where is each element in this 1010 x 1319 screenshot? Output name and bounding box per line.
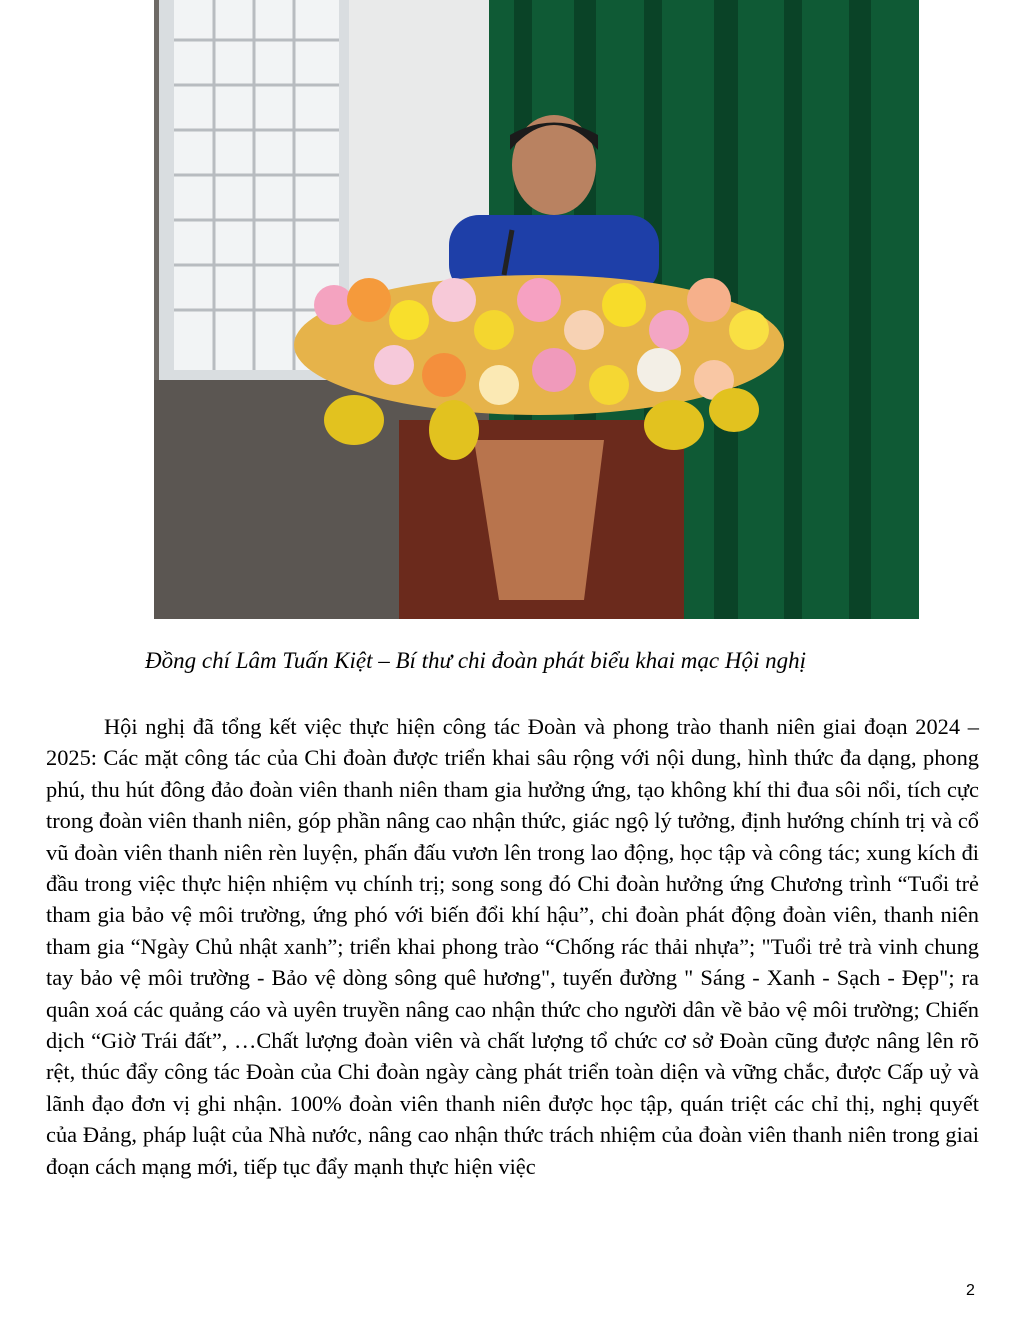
body-paragraph: Hội nghị đã tổng kết việc thực hiện công tác Đoàn và phong trào thanh niên giai đoạn 2024 – 2025: Các mặt công tác của Chi đoàn được triển khai sâu rộng với nội dung, hình thức đa dạng, phong phú, thu hút đông đảo đoàn viên thanh niên tham gia hưởng ứng, tạo không khí thi đua sôi nổi, tích cực trong đoàn viên thanh niên, góp phần nâng cao nhận thức, giác ngộ lý tưởng, định hướng chính trị và cổ vũ đoàn viên thanh niên rèn luyện, phấn đấu vươn lên trong lao động, học tập và công tác; xung kích đi đầu trong việc thực hiện nhiệm vụ chính trị; song song đó Chi đoàn hưởng ứng Chương trình “Tuổi trẻ tham gia bảo vệ môi trường, ứng phó với biến đổi khí hậu”, chi đoàn phát động đoàn viên, thanh niên tham gia “Ngày Chủ nhật xanh”; triển khai phong trào “Chống rác thải nhựa”; "Tuổi trẻ trà vinh chung tay bảo vệ môi trường - Bảo vệ dòng sông quê hương", tuyến đường " Sáng - Xanh - Sạch - Đẹp"; ra quân xoá các quảng cáo và uyên truyền nâng cao nhận thức cho người dân về bảo vệ môi trường; Chiến dịch “Giờ Trái đất”, …Chất lượng đoàn viên và chất lượng tổ chức cơ sở Đoàn cũng được nâng lên rõ rệt, thúc đẩy công tác Đoàn của Chi đoàn ngày càng phát triển toàn diện và vững chắc, được Cấp uỷ và lãnh đạo đơn vị ghi nhận. 100% đoàn viên thanh niên được học tập, quán triệt các chỉ thị, nghị quyết của Đảng, pháp luật của Nhà nước, nâng cao nhận thức trách nhiệm của đoàn viên thanh niên trong giai đoạn cách mạng mới, tiếp tục đẩy mạnh thực hiện việc <box>46 714 979 1179</box>
page-number: 2 <box>966 1282 975 1299</box>
photo-caption: Đồng chí Lâm Tuấn Kiệt – Bí thư chi đoàn phát biểu khai mạc Hội nghị <box>145 648 806 673</box>
speaker-photo <box>154 0 919 619</box>
